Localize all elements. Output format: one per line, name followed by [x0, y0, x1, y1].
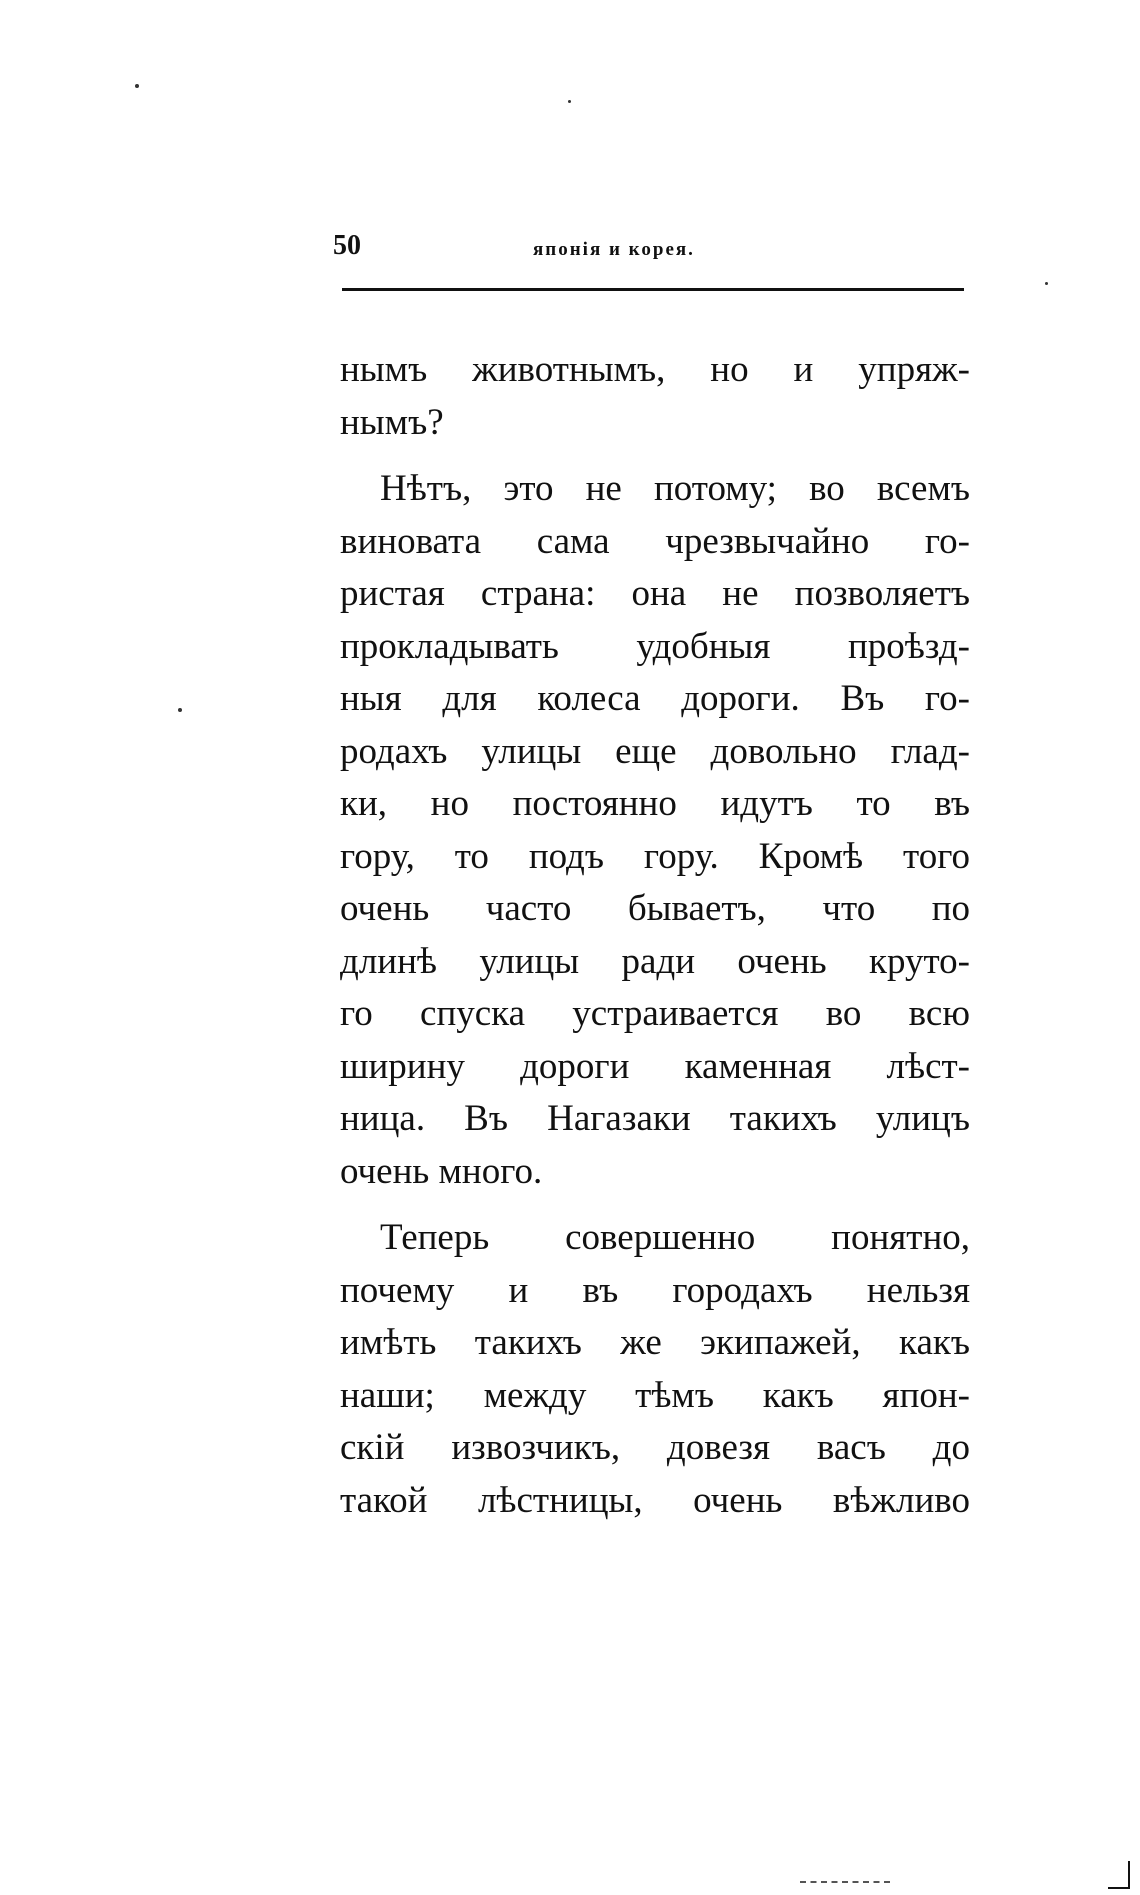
- page-header: [333, 222, 965, 272]
- body-text: [340, 344, 970, 1527]
- text-line: прокладывать удобныя проѣзд-: [340, 625, 970, 667]
- text-line: ница. Въ Нагазаки такихъ улицъ: [340, 1098, 970, 1139]
- scan-speck: [568, 100, 571, 103]
- text-line: го спуска устраивается во всю: [340, 993, 970, 1034]
- text-line: виновата сама чрезвычайно го-: [340, 520, 970, 562]
- scan-speck: [178, 708, 182, 712]
- paragraph-gap: [340, 449, 970, 463]
- text-line: нымъ?: [340, 401, 444, 443]
- scan-artifact-dash: [800, 1881, 890, 1883]
- running-title: японія и корея.: [533, 239, 695, 260]
- text-line: гору, то подъ гору. Кромѣ того: [340, 835, 970, 877]
- text-line: ристая страна: она не позволяетъ: [340, 573, 970, 614]
- header-rule: [342, 288, 964, 291]
- text-line: ширину дороги каменная лѣст-: [340, 1045, 970, 1087]
- text-line: родахъ улицы еще довольно глад-: [340, 730, 970, 772]
- text-line: скій извозчикъ, довезя васъ до: [340, 1427, 970, 1468]
- text-line: длинѣ улицы ради очень круто-: [340, 940, 970, 982]
- scan-corner-mark: [1108, 1861, 1130, 1889]
- text-line: почему и въ городахъ нельзя: [340, 1269, 970, 1311]
- text-line: Теперь совершенно понятно,: [380, 1217, 970, 1258]
- text-line: нымъ животнымъ, но и упряж-: [340, 349, 970, 390]
- text-line: очень часто бываетъ, что по: [340, 888, 970, 929]
- text-line: имѣть такихъ же экипажей, какъ: [340, 1322, 970, 1363]
- scan-speck: [135, 84, 139, 88]
- text-line: очень много.: [340, 1150, 543, 1192]
- text-line: ки, но постоянно идутъ то въ: [340, 783, 970, 824]
- page-number: 50: [333, 230, 361, 261]
- text-line: ныя для колеса дороги. Въ го-: [340, 678, 970, 719]
- text-line: наши; между тѣмъ какъ япон-: [340, 1374, 970, 1416]
- scan-speck: [1045, 282, 1048, 285]
- paragraph-gap: [340, 1198, 970, 1212]
- text-line: Нѣтъ, это не потому; во всемъ: [380, 468, 970, 509]
- text-line: такой лѣстницы, очень вѣжливо: [340, 1479, 970, 1521]
